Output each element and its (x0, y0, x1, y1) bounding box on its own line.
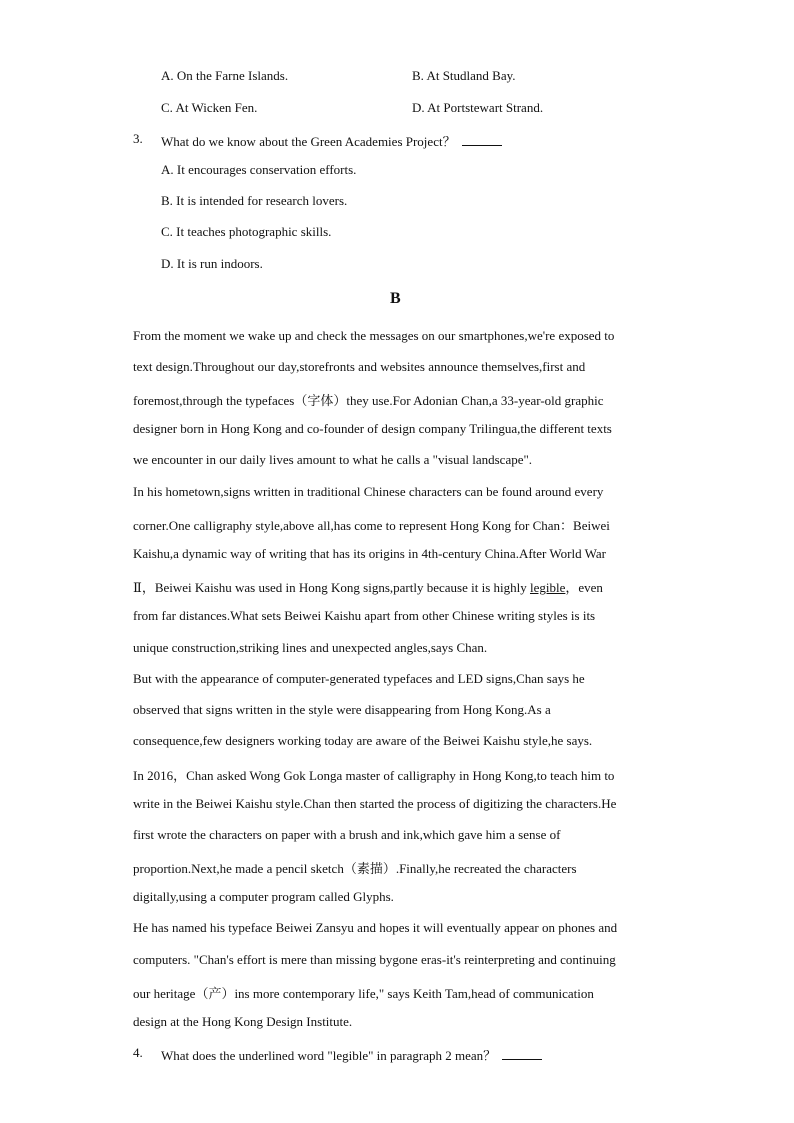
passage-line: computers. "Chan's effort is mere than missing bygone eras-it's reinterpreting and continuing (133, 952, 616, 967)
q4-number: 4. (133, 1045, 143, 1060)
q3-option-b: B. It is intended for research lovers. (161, 193, 348, 208)
passage-line: designer born in Hong Kong and co-founder of design company Trilingua,the different texts (133, 421, 612, 436)
passage-line: design at the Hong Kong Design Institute. (133, 1014, 353, 1029)
passage-line: But with the appearance of computer-generated typefaces and LED signs,Chan says he (133, 671, 585, 686)
passage-line-legible (133, 577, 603, 596)
q3-number: 3. (133, 131, 143, 146)
answer-blank (502, 1047, 542, 1060)
passage-line-text: Ⅱ，Beiwei Kaishu was used in Hong Kong signs,partly because it is highly (133, 580, 527, 595)
passage-line: foremost,through the typefaces（字体）they use.For Adonian Chan,a 33-year-old graphic (133, 393, 604, 408)
q3-option-d: D. It is run indoors. (161, 256, 263, 271)
underlined-word-legible: legible (529, 580, 566, 595)
passage-line: Kaishu,a dynamic way of writing that has its origins in 4th-century China.After World War (133, 546, 606, 561)
passage-line: unique construction,striking lines and unexpected angles,says Chan. (133, 640, 488, 655)
passage-line: proportion.Next,he made a pencil sketch（素描）.Finally,he recreated the characters (133, 861, 577, 876)
q2-option-d: D. At Portstewart Strand. (412, 100, 544, 115)
passage-line-text: ，even (565, 580, 603, 595)
q3-option-c: C. It teaches photographic skills. (161, 224, 332, 239)
passage-line: digitally,using a computer program called Glyphs. (133, 889, 394, 904)
answer-blank (462, 133, 502, 146)
q4-text: What does the underlined word "legible" in paragraph 2 mean？ (161, 1048, 497, 1063)
q2-option-a: A. On the Farne Islands. (161, 68, 289, 83)
passage-line: corner.One calligraphy style,above all,has come to represent Hong Kong for Chan：Beiwei (133, 518, 610, 533)
passage-line: text design.Throughout our day,storefronts and websites announce themselves,first and (133, 359, 586, 374)
passage-line: first wrote the characters on paper with a brush and ink,which gave him a sense of (133, 827, 561, 842)
passage-line: from far distances.What sets Beiwei Kaishu apart from other Chinese writing styles is its (133, 608, 596, 623)
q3-text: What do we know about the Green Academies Project？ (161, 134, 456, 149)
passage-line: we encounter in our daily lives amount to what he calls a "visual landscape". (133, 452, 533, 467)
q2-option-b: B. At Studland Bay. (412, 68, 516, 83)
passage-line: From the moment we wake up and check the messages on our smartphones,we're exposed to (133, 328, 615, 343)
passage-line: observed that signs written in the style were disappearing from Hong Kong.As a (133, 702, 551, 717)
q4-stem (161, 1045, 542, 1064)
passage-line: our heritage（产）ins more contemporary life," says Keith Tam,head of communication (133, 986, 594, 1001)
passage-line: He has named his typeface Beiwei Zansyu and hopes it will eventually appear on phones and (133, 920, 618, 935)
passage-line: In 2016，Chan asked Wong Gok Longa master of calligraphy in Hong Kong,to teach him to (133, 768, 615, 783)
passage-line: write in the Beiwei Kaishu style.Chan then started the process of digitizing the characters.He (133, 796, 617, 811)
section-heading: B (390, 290, 401, 307)
q3-stem (161, 131, 502, 150)
q2-option-c: C. At Wicken Fen. (161, 100, 258, 115)
passage-line: consequence,few designers working today are aware of the Beiwei Kaishu style,he says. (133, 733, 593, 748)
q3-option-a: A. It encourages conservation efforts. (161, 162, 357, 177)
passage-line: In his hometown,signs written in traditional Chinese characters can be found around every (133, 484, 604, 499)
